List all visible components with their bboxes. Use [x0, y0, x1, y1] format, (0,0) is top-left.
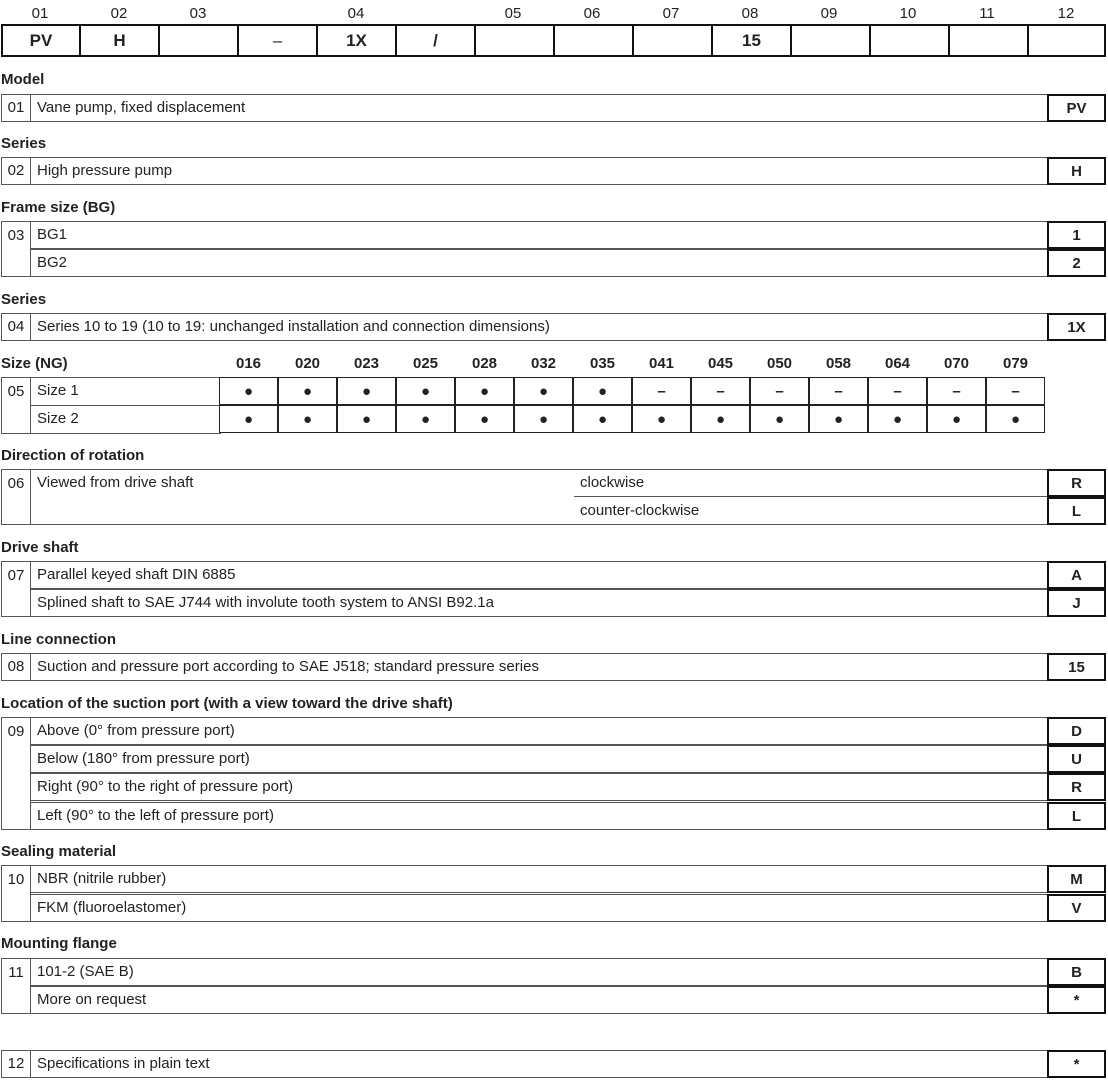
option-code: L [1047, 802, 1106, 830]
section-sealing [1, 865, 1105, 922]
option-code: 1X [1047, 313, 1106, 341]
option-row [31, 958, 1105, 986]
option-code: L [1047, 497, 1106, 525]
size-availability-cell: ● [455, 377, 514, 405]
size-column-header: 020 [294, 355, 321, 372]
size-availability-cell: – [868, 377, 927, 405]
section-index: 12 [1, 1050, 31, 1078]
code-box-09 [790, 24, 871, 57]
section-title-drive-shaft: Drive shaft [1, 539, 79, 556]
section-index: 03 [1, 221, 31, 277]
option-text: counter-clockwise [580, 502, 700, 519]
code-box-04: 1X [316, 24, 397, 57]
option-text: Size 1 [37, 382, 79, 399]
size-availability-cell: ● [573, 377, 632, 405]
option-text: Below (180° from pressure port) [37, 750, 250, 767]
code-box-07 [632, 24, 713, 57]
section-index: 07 [1, 561, 31, 617]
section-index: 10 [1, 865, 31, 922]
position-number: 10 [899, 5, 917, 22]
size-availability-cell: ● [455, 405, 514, 433]
code-box-03 [158, 24, 239, 57]
code-box-11 [948, 24, 1029, 57]
option-row [31, 249, 1105, 277]
section-title-rotation: Direction of rotation [1, 447, 145, 464]
section-title-model: Model [1, 71, 45, 88]
code-box-slash: / [395, 24, 476, 57]
size-availability-cell: ● [219, 377, 278, 405]
size-column-header: 058 [825, 355, 852, 372]
rotation-label: Viewed from drive shaft [37, 474, 194, 491]
option-text: 101-2 (SAE B) [37, 963, 134, 980]
size-availability-cell: ● [809, 405, 868, 433]
option-text: FKM (fluoroelastomer) [37, 899, 187, 916]
size-availability-cell: – [927, 377, 986, 405]
position-number: 09 [820, 5, 838, 22]
option-code: 1 [1047, 221, 1106, 249]
size-availability-cell: ● [632, 405, 691, 433]
code-box-dash: – [237, 24, 318, 57]
option-row [31, 157, 1105, 185]
size-availability-cell: ● [750, 405, 809, 433]
section-model [1, 94, 1105, 122]
size-column-header: 016 [235, 355, 262, 372]
size-availability-cell: – [809, 377, 868, 405]
section-index: 11 [1, 958, 31, 1014]
section-mounting-flange [1, 958, 1105, 1014]
option-code: U [1047, 745, 1106, 773]
section-line-connection [1, 653, 1105, 681]
position-number: 07 [662, 5, 680, 22]
code-box-02: H [79, 24, 160, 57]
position-number: 04 [347, 5, 365, 22]
option-code: * [1047, 986, 1106, 1014]
option-text: Size 2 [37, 410, 79, 427]
option-row [31, 894, 1105, 922]
size-column-header: 079 [1002, 355, 1029, 372]
section-series [1, 157, 1105, 185]
option-text: Right (90° to the right of pressure port) [37, 778, 294, 795]
section-title-frame-size: Frame size (BG) [1, 199, 116, 216]
code-box-01: PV [1, 24, 81, 57]
option-row [31, 986, 1105, 1014]
section-frame-size [1, 221, 1105, 277]
size-availability-cell: – [691, 377, 750, 405]
option-text: Specifications in plain text [37, 1055, 210, 1072]
size-availability-cell: ● [868, 405, 927, 433]
section-index: 08 [1, 653, 31, 681]
size-availability-cell: ● [396, 405, 455, 433]
size-availability-cell: – [632, 377, 691, 405]
section-index: 01 [1, 94, 31, 122]
size-column-header: 041 [648, 355, 675, 372]
option-text: Splined shaft to SAE J744 with involute tooth system to ANSI B92.1a [37, 594, 494, 611]
code-box-05 [474, 24, 555, 57]
option-code: D [1047, 717, 1106, 745]
option-code: V [1047, 894, 1106, 922]
position-number: 02 [110, 5, 128, 22]
option-text: More on request [37, 991, 147, 1008]
option-text: Parallel keyed shaft DIN 6885 [37, 566, 236, 583]
option-text: Series 10 to 19 (10 to 19: unchanged installation and connection dimensions) [37, 318, 550, 335]
size-column-header: 070 [943, 355, 970, 372]
option-text: High pressure pump [37, 162, 173, 179]
option-code: 15 [1047, 653, 1106, 681]
size-column-header: 025 [412, 355, 439, 372]
size-availability-cell: ● [219, 405, 278, 433]
section-title-suction-port: Location of the suction port (with a view toward the drive shaft) [1, 695, 453, 712]
size-availability-cell: – [750, 377, 809, 405]
size-column-header: 032 [530, 355, 557, 372]
section-title-size: Size (NG) [1, 355, 68, 372]
size-column-header: 064 [884, 355, 911, 372]
section-specifications [1, 1050, 1105, 1078]
position-number: 11 [979, 5, 995, 22]
size-availability-cell: ● [514, 405, 573, 433]
size-availability-cell: ● [337, 405, 396, 433]
size-availability-cell: ● [514, 377, 573, 405]
size-column-header: 050 [766, 355, 793, 372]
position-number: 01 [31, 5, 49, 22]
code-box-08: 15 [711, 24, 792, 57]
size-availability-cell: ● [278, 377, 337, 405]
section-title-series-2: Series [1, 291, 47, 308]
size-column-header: 023 [353, 355, 380, 372]
option-text: clockwise [580, 474, 645, 491]
position-number: 05 [504, 5, 522, 22]
option-row [31, 221, 1105, 249]
section-index: 02 [1, 157, 31, 185]
size-availability-cell: – [986, 377, 1045, 405]
option-text: Suction and pressure port according to SAE J518; standard pressure series [37, 658, 539, 675]
size-column-header: 035 [589, 355, 616, 372]
section-series-2 [1, 313, 1105, 341]
code-box-10 [869, 24, 950, 57]
section-suction-port [1, 717, 1105, 830]
size-column-header: 028 [471, 355, 498, 372]
option-text: Left (90° to the left of pressure port) [37, 807, 274, 824]
size-availability-cell: ● [337, 377, 396, 405]
option-code: R [1047, 773, 1106, 801]
option-code: PV [1047, 94, 1106, 122]
section-title-sealing: Sealing material [1, 843, 117, 860]
section-title-mounting-flange: Mounting flange [1, 935, 117, 952]
section-index: 06 [1, 469, 31, 525]
option-code: 2 [1047, 249, 1106, 277]
section-index: 09 [1, 717, 31, 830]
option-text: Vane pump, fixed displacement [37, 99, 246, 116]
size-availability-cell: ● [691, 405, 750, 433]
option-code: * [1047, 1050, 1106, 1078]
option-code: A [1047, 561, 1106, 589]
section-rotation [1, 469, 1105, 525]
size-column-header: 045 [707, 355, 734, 372]
section-title-line-connection: Line connection [1, 631, 117, 648]
position-number: 08 [741, 5, 759, 22]
size-availability-cell: ● [986, 405, 1045, 433]
option-text: BG1 [37, 226, 68, 243]
section-title-series: Series [1, 135, 47, 152]
option-text: Above (0° from pressure port) [37, 722, 235, 739]
option-code: B [1047, 958, 1106, 986]
size-availability-cell: ● [278, 405, 337, 433]
option-text: BG2 [37, 254, 68, 271]
position-number: 06 [583, 5, 601, 22]
size-availability-cell: ● [927, 405, 986, 433]
option-code: H [1047, 157, 1106, 185]
code-box-06 [553, 24, 634, 57]
section-index: 04 [1, 313, 31, 341]
size-availability-cell: ● [573, 405, 632, 433]
section-index: 05 [1, 377, 31, 434]
position-number: 12 [1057, 5, 1075, 22]
code-box-12 [1027, 24, 1106, 57]
section-drive-shaft [1, 561, 1105, 617]
option-text: NBR (nitrile rubber) [37, 870, 167, 887]
option-code: M [1047, 865, 1106, 893]
option-code: R [1047, 469, 1106, 497]
position-number: 03 [189, 5, 207, 22]
option-row [31, 865, 1105, 893]
option-code: J [1047, 589, 1106, 617]
size-availability-cell: ● [396, 377, 455, 405]
